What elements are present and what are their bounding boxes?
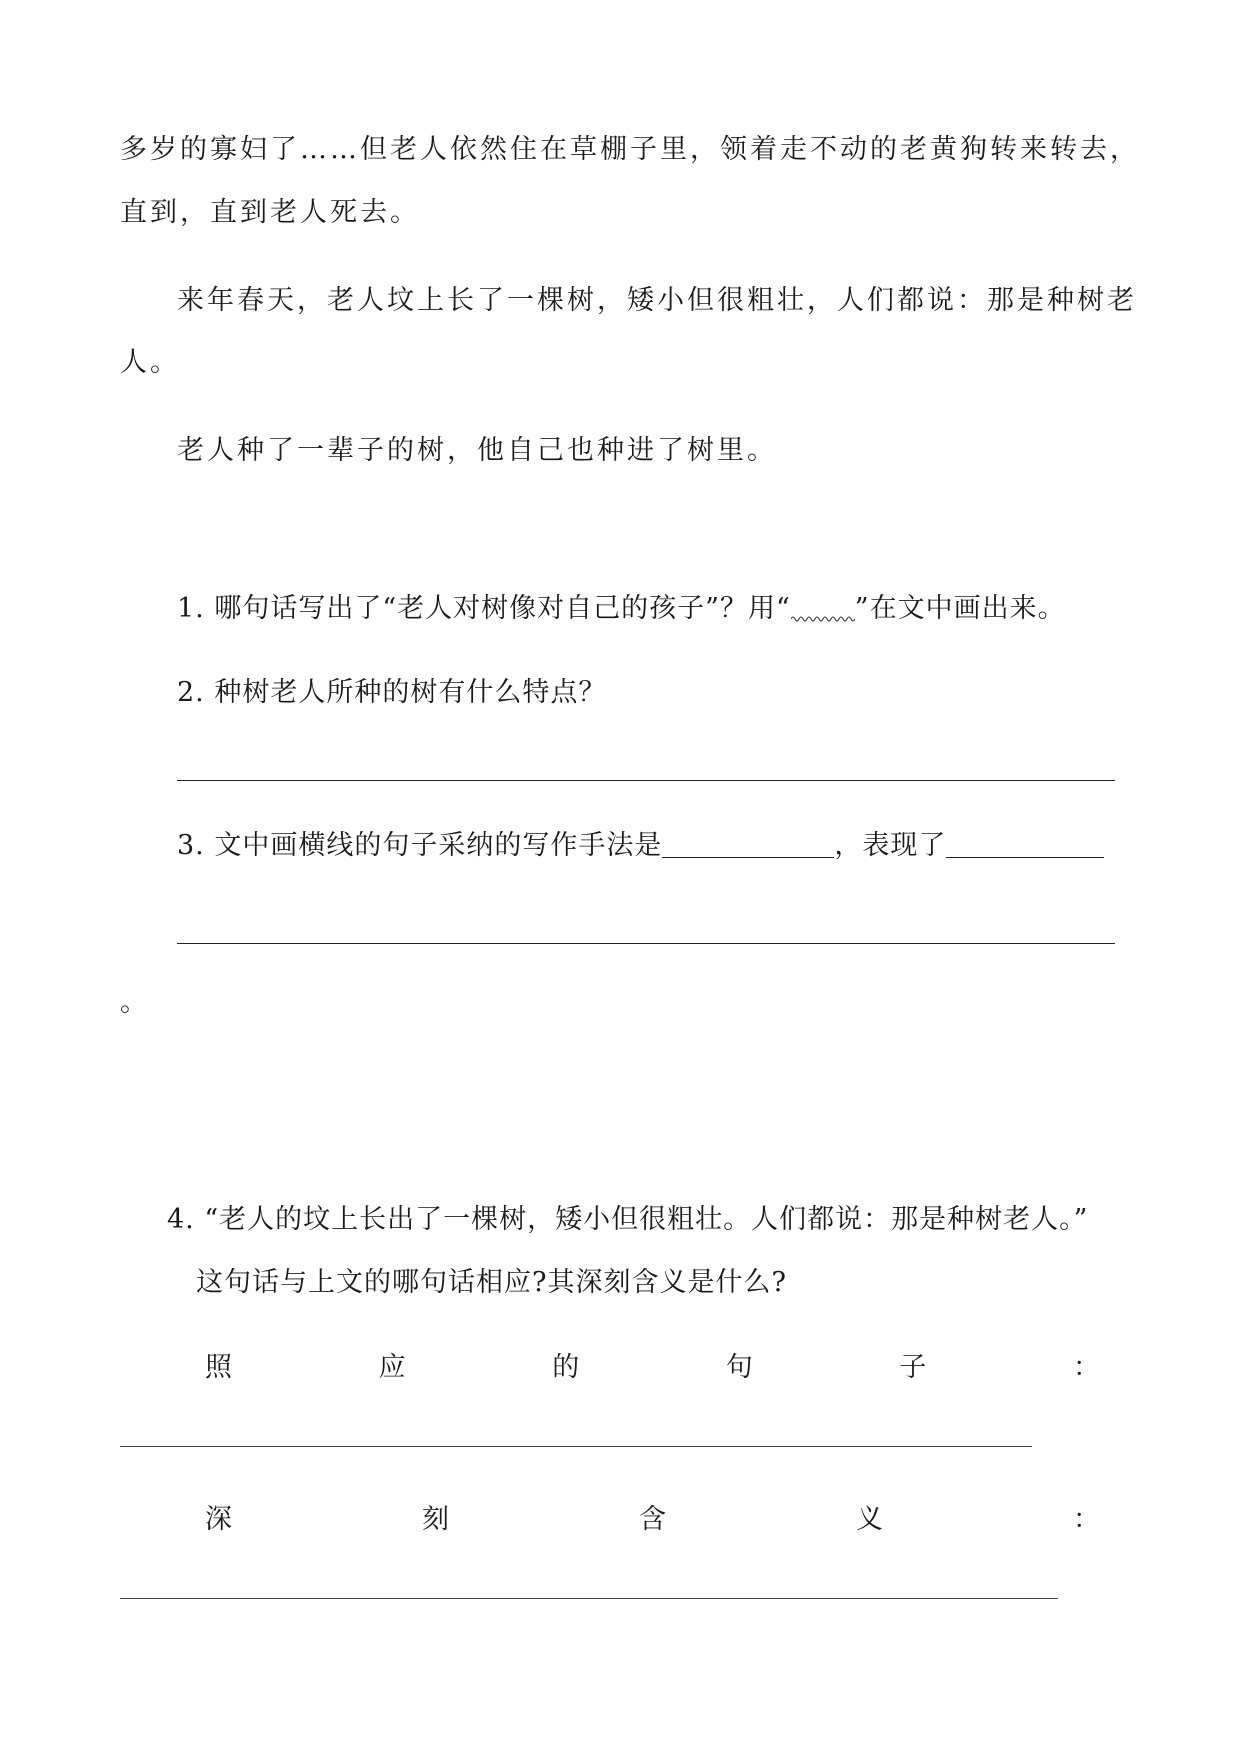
label-deep-meaning	[205, 1502, 1100, 1538]
passage-line: 人。	[120, 347, 180, 378]
passage-line: 来年春天，老人坟上长了一棵树，矮小但很粗壮，人们都说：那是种树老	[177, 285, 1137, 316]
answer-line-q2[interactable]	[177, 780, 1115, 781]
question-3-mid: ，表现了	[834, 830, 947, 861]
label-char: 的	[552, 1352, 580, 1383]
answer-blank-technique[interactable]	[662, 829, 834, 858]
label-corresponding-sentence	[205, 1350, 1100, 1386]
label-char: ：	[1073, 1504, 1100, 1535]
label-char: 含	[639, 1504, 666, 1535]
wavy-underline-mark	[791, 601, 855, 623]
label-char: 照	[205, 1352, 232, 1383]
question-1-suffix: ”在文中画出来。	[854, 593, 1066, 624]
question-3-end-mark: 。	[120, 987, 148, 1018]
question-3-prefix: 3. 文中画横线的句子采纳的写作手法是	[177, 830, 663, 861]
label-char: 句	[725, 1352, 753, 1383]
question-3	[177, 828, 1104, 864]
passage-line: 直到，直到老人死去。	[120, 197, 420, 228]
passage-line: 多岁的寡妇了……但老人依然住在草棚子里，领着走不动的老黄狗转来转去，	[120, 134, 1140, 165]
passage-line: 老人种了一辈子的树，他自己也种进了树里。	[177, 435, 777, 466]
label-char: 义	[856, 1504, 883, 1535]
answer-line-corresponding[interactable]	[120, 1446, 1032, 1447]
question-4-line1: 4. “老人的坟上长出了一棵树，矮小但很粗壮。人们都说：那是种树老人。”	[167, 1204, 1089, 1235]
label-char: 深	[205, 1504, 232, 1535]
label-char: 刻	[422, 1504, 449, 1535]
question-2: 2. 种树老人所种的树有什么特点？	[177, 677, 607, 708]
question-4-line2: 这句话与上文的哪句话相应?其深刻含义是什么?	[196, 1267, 787, 1298]
question-1-prefix: 1. 哪句话写出了“老人对树像对自己的孩子”？用“	[177, 593, 791, 624]
label-char: 应	[378, 1352, 406, 1383]
answer-line-q3[interactable]	[177, 943, 1115, 944]
answer-blank-expression[interactable]	[946, 829, 1104, 858]
question-1	[177, 591, 1066, 627]
answer-line-meaning[interactable]	[120, 1598, 1058, 1599]
label-char: 子	[899, 1352, 927, 1383]
label-char: ：	[1072, 1352, 1100, 1383]
